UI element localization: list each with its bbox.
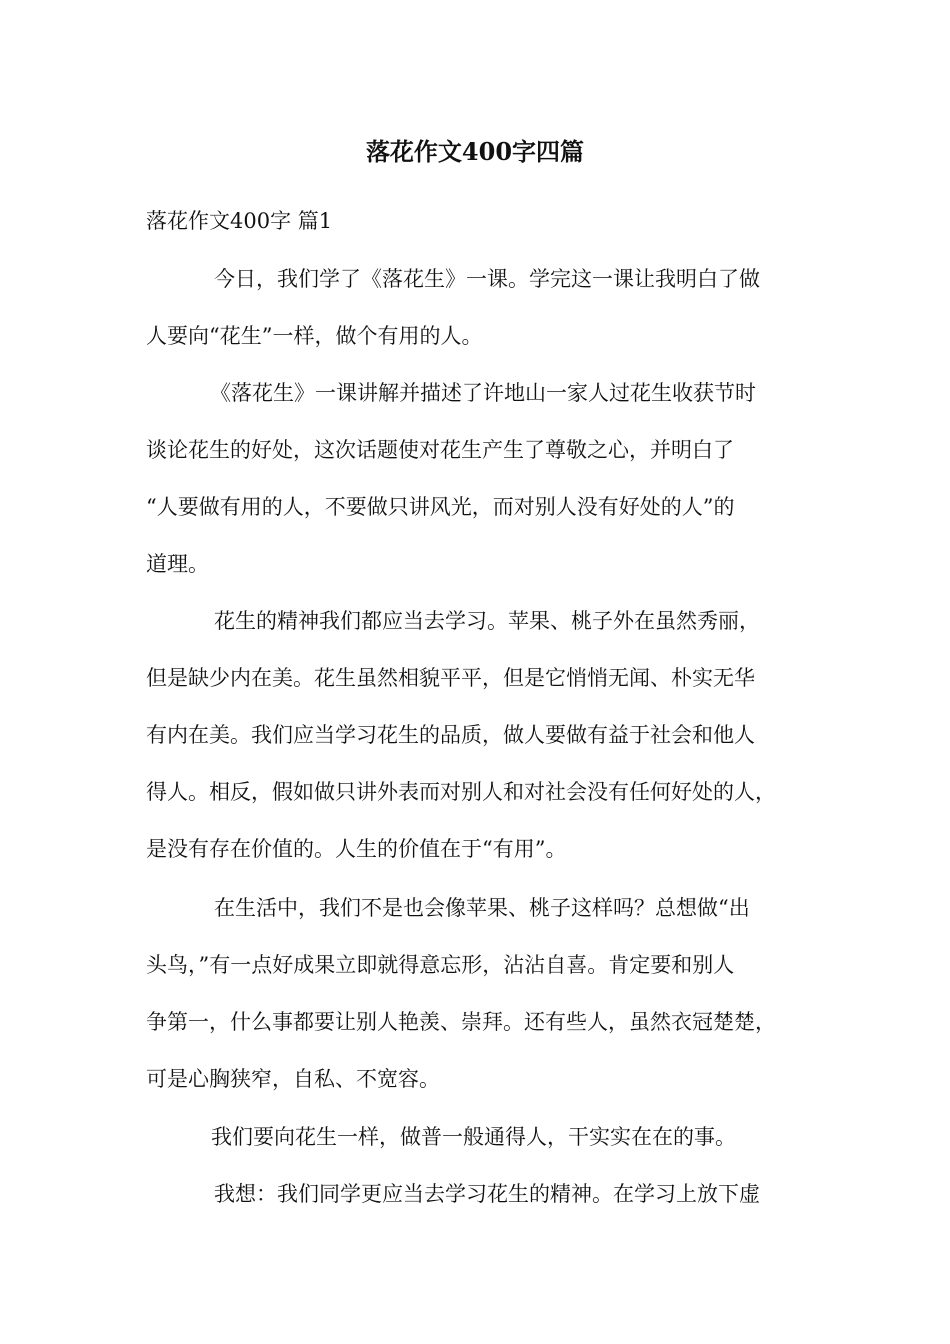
paragraph-line: 是没有存在价值的。人生的价值在于“有用”。 [146,837,567,861]
paragraph-line: 花生的精神我们都应当去学习。苹果、桃子外在虽然秀丽， [214,609,760,633]
paragraph-line: “人要做有用的人，不要做只讲风光，而对别人没有好处的人”的 [146,495,735,519]
paragraph-line: 得人。相反，假如做只讲外表而对别人和对社会没有任何好处的人， [146,780,776,804]
paragraph-line: 我们要向花生一样，做普一般通得人，干实实在在的事。 [211,1125,736,1149]
paragraph-line: 人要向“花生”一样，做个有用的人。 [146,324,483,348]
paragraph-line: 有内在美。我们应当学习花生的品质，做人要做有益于社会和他人 [146,723,755,747]
paragraph-line: 头鸟，”有一点好成果立即就得意忘形，沾沾自喜。肯定要和别人 [146,953,735,977]
paragraph-line: 争第一，什么事都要让别人艳羡、崇拜。还有些人，虽然衣冠楚楚， [146,1010,776,1034]
paragraph-line: 谈论花生的好处，这次话题使对花生产生了尊敬之心，并明白了 [146,438,734,462]
paragraph-line: 可是心胸狭窄，自私、不宽容。 [146,1067,440,1091]
paragraph-line: 《落花生》一课讲解并描述了许地山一家人过花生收获节时 [210,381,756,405]
paragraph-line: 在生活中，我们不是也会像苹果、桃子这样吗？总想做“出 [214,896,750,920]
paragraph-line: 道理。 [146,552,209,576]
document-title: 落花作文400字四篇 [365,137,585,166]
paragraph-line: 我想：我们同学更应当去学习花生的精神。在学习上放下虚 [214,1182,760,1206]
section-heading: 落花作文400字 篇1 [146,209,333,233]
paragraph-line: 但是缺少内在美。花生虽然相貌平平，但是它悄悄无闻、朴实无华 [146,666,755,690]
paragraph-line: 今日，我们学了《落花生》一课。学完这一课让我明白了做 [214,267,760,291]
